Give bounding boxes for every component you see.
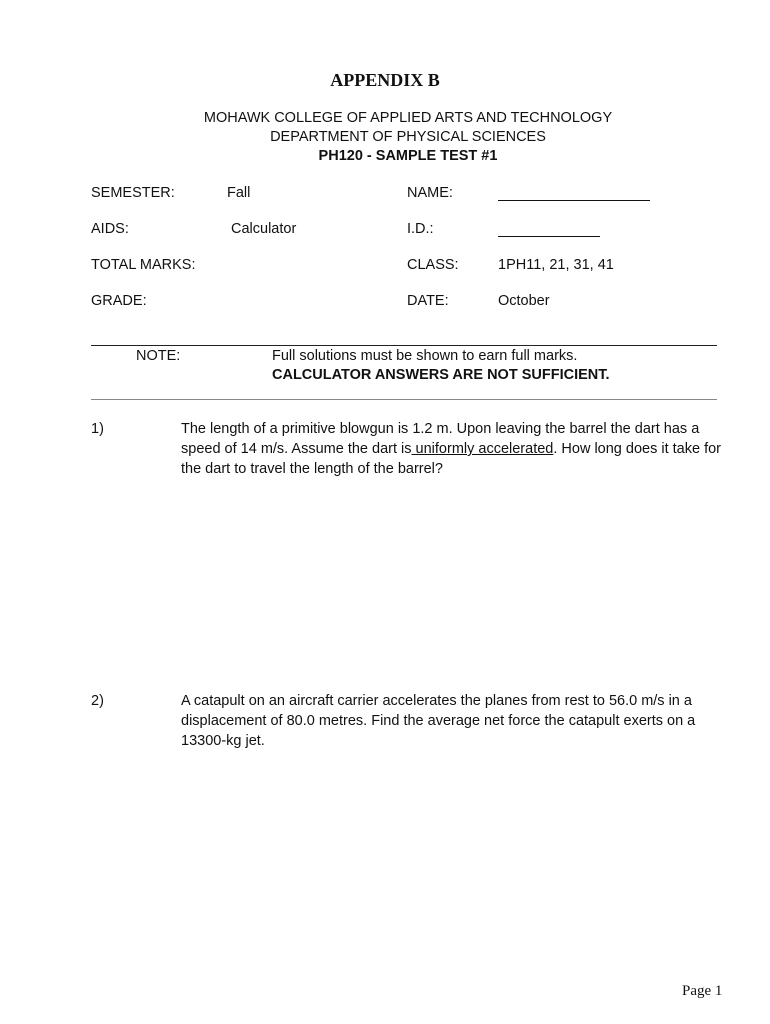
id-label: I.D.:	[407, 221, 434, 237]
class-value: 1PH11, 21, 31, 41	[498, 257, 614, 273]
note-line-2: CALCULATOR ANSWERS ARE NOT SUFFICIENT.	[272, 367, 610, 383]
college-name: MOHAWK COLLEGE OF APPLIED ARTS AND TECHNOLOGY	[203, 110, 613, 126]
note-label: NOTE:	[136, 348, 181, 364]
date-value: October	[498, 293, 550, 309]
question-2-number: 2)	[91, 693, 104, 709]
id-blank[interactable]	[498, 236, 600, 237]
question-1-text-start: The length of a primitive blowgun is 1.2 m. Upon leaving the barrel the dart has a speed of 14 m/s. Assume the dart is	[181, 421, 700, 457]
appendix-title: APPENDIX B	[330, 70, 440, 90]
note-top-rule	[91, 345, 717, 346]
total-marks-label: TOTAL MARKS:	[91, 257, 196, 273]
question-2-text: A catapult on an aircraft carrier accelerates the planes from rest to 56.0 m/s in a displacement of 80.0 metres. Find the average net force the catapult exerts on a 13300-kg jet.	[181, 693, 696, 749]
date-label: DATE:	[407, 293, 449, 309]
name-label: NAME:	[407, 185, 453, 201]
question-1-underlined: uniformly accelerated	[411, 441, 554, 457]
semester-value: Fall	[227, 185, 251, 201]
test-title: PH120 - SAMPLE TEST #1	[318, 148, 498, 164]
aids-label: AIDS:	[91, 221, 129, 237]
note-bottom-rule	[91, 399, 717, 400]
class-label: CLASS:	[407, 257, 459, 273]
grade-label: GRADE:	[91, 293, 147, 309]
page-number: Page 1	[682, 983, 723, 999]
semester-label: SEMESTER:	[91, 185, 175, 201]
question-1-number: 1)	[91, 421, 104, 437]
question-1-text	[181, 419, 726, 479]
aids-value: Calculator	[231, 221, 297, 237]
question-1-text-end: . How long does it take for the dart to travel the length of the barrel?	[181, 441, 722, 477]
note-line-1: Full solutions must be shown to earn full marks.	[272, 348, 578, 364]
department-name: DEPARTMENT OF PHYSICAL SCIENCES	[270, 129, 546, 145]
name-blank[interactable]	[498, 200, 650, 201]
